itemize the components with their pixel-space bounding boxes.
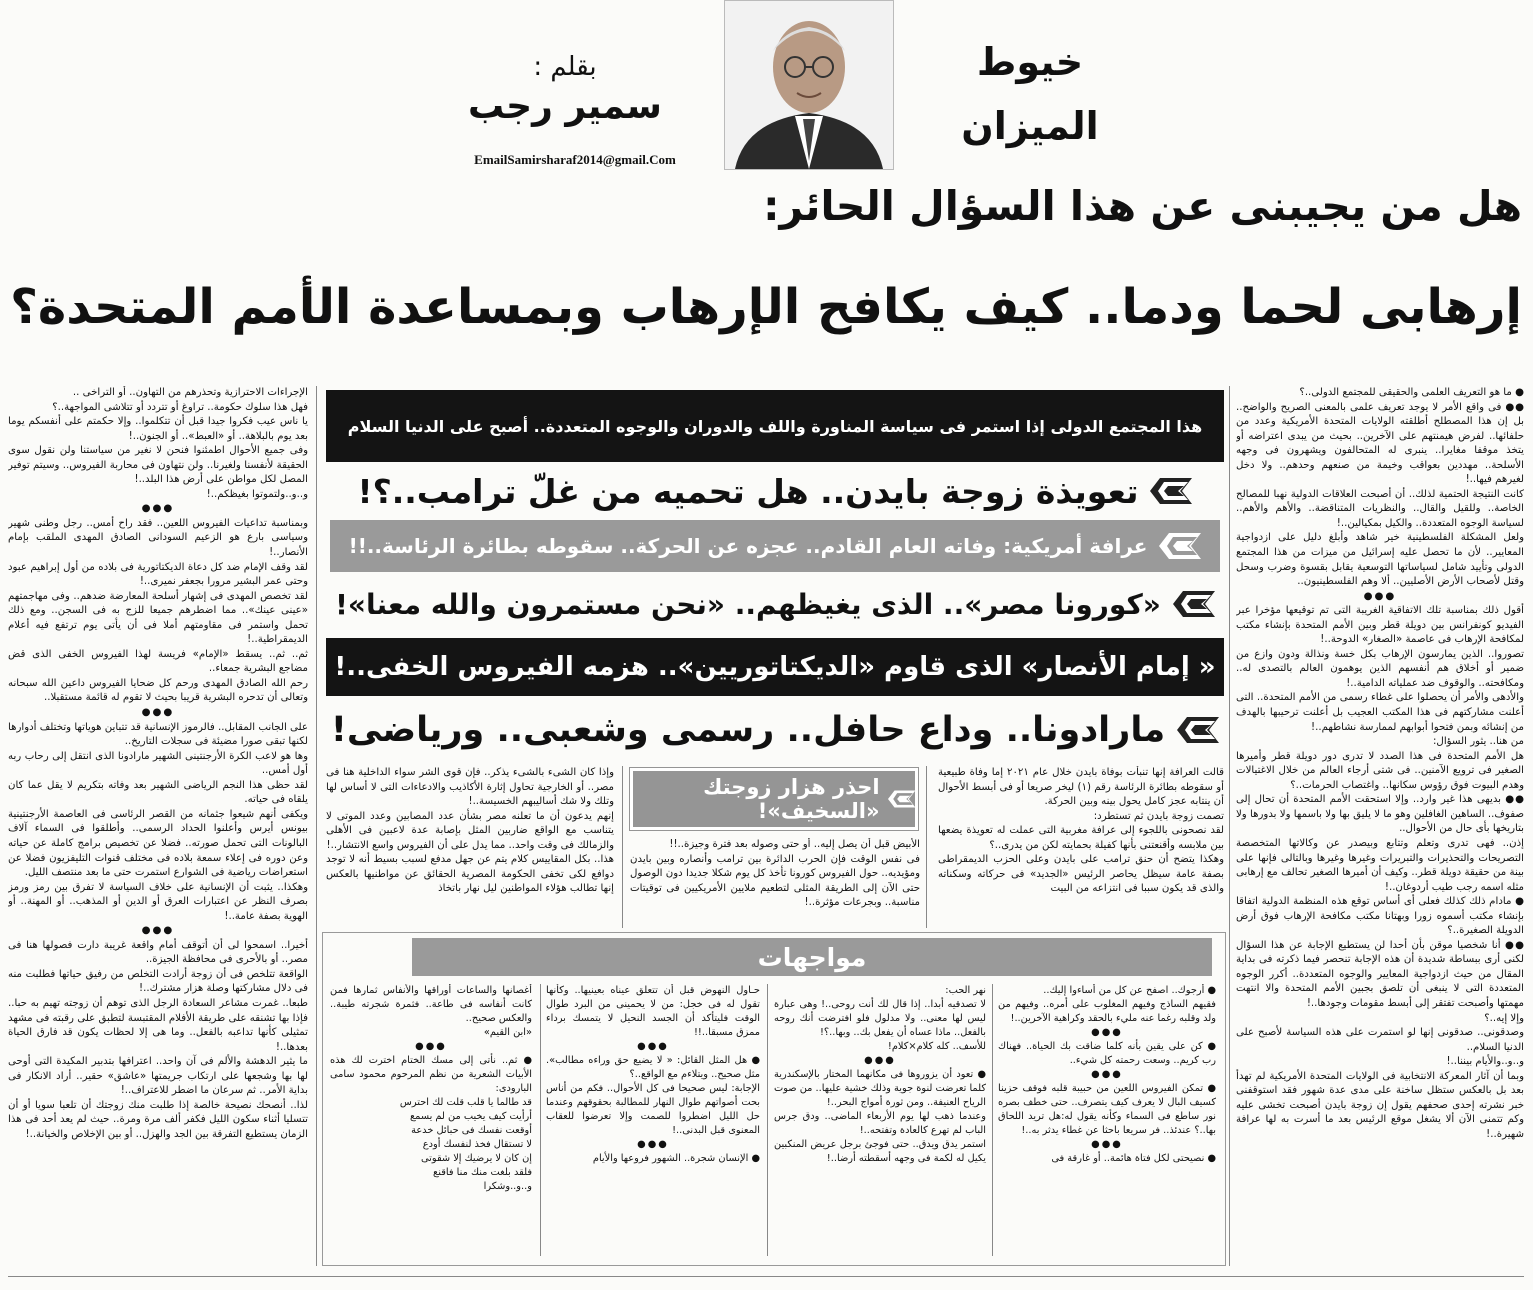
column-divider xyxy=(992,984,993,1256)
separator-dots: ●●● xyxy=(141,707,175,719)
headline-main: إرهابى لحما ودما.. كيف يكافح الإرهاب وبمساعدة الأمم المتحدة؟ xyxy=(10,279,1522,335)
subhead-3 xyxy=(326,578,1224,630)
paragraph: نهر الحب: xyxy=(945,985,986,996)
paragraph: و..و..وشكرا xyxy=(483,1181,532,1192)
paragraph: «ابن القيم» xyxy=(483,1027,532,1038)
paragraph: لا تصدقيه أبدا.. إذا قال لك أنت روحى..! وهى عبارة ليس لها معنى.. ولا مدلول فلو افترضت أنك روحه بالفعل.. ماذا عساه أن يفعل بك.. وبها..؟! xyxy=(774,999,986,1038)
paragraph: أوقعت نفسك فى حبائل خدعة xyxy=(411,1125,532,1136)
mowajahat-col-4 xyxy=(330,984,532,1260)
separator-dots: ●●● xyxy=(141,503,175,515)
separator-dots: ●●● xyxy=(1091,1139,1123,1150)
paragraph: ● ثم.. نأتى إلى مسك الختام اخترت لك هذه الأبيات الشعرية من نظم المرحوم محمود سامى البارودى: xyxy=(330,1055,532,1094)
subhead-4 xyxy=(326,638,1224,696)
subhead-banner xyxy=(326,390,1224,462)
paragraph: وبمناسبة تداعيات الفيروس اللعين.. فقد راح أمس.. رجل وطنى شهير وسياسى بارع هو الزعيم السودانى الصادق المهدى الملقب بإمام الأنصار..! xyxy=(8,517,308,559)
paragraph: الأبيض قبل أن يصل إليه.. أو حتى وصوله بعد فترة وجيزة..!! xyxy=(669,839,920,850)
column-mid-right xyxy=(938,766,1224,932)
paragraph: لقد نصحونى باللجوء إلى عرافة مغربية التى عملت له تعويذة يضعها بين ملابسه وأقنعتنى بأنها كفيلة بحمايته لكن من يدرى..؟ xyxy=(938,825,1224,851)
paragraph: الإجابة: ليس صحيحا فى كل الأحوال.. فكم من أناس بحت أصواتهم طوال النهار للمطالبة بحقوقهم وعندما حل الليل اضطروا للصمت وإلا تعرضوا للعقاب المعنوى قبل البدنى..! xyxy=(546,1083,760,1136)
mowajahat-col-3 xyxy=(546,984,760,1260)
column-divider xyxy=(540,984,541,1256)
mowajahat-col-1 xyxy=(998,984,1216,1260)
headline-kicker: هل من يجيبنى عن هذا السؤال الحائر: xyxy=(763,182,1522,230)
subhead-2-text: عرافة أمريكية: وفاته العام القادم.. عجزه عن الحركة.. سقوطه بطائرة الرئاسة..!! xyxy=(348,534,1148,558)
paragraph: ● أرجوك.. اصفح عن كل من أساءوا إليك.. xyxy=(1043,985,1216,996)
column-mid-center xyxy=(630,838,920,930)
paragraph: ولعل المشكلة الفلسطينية خير شاهد وأبلغ دليل على ازدواجية المعايير.. لأن ما تحصل عليه إسرائيل من ميزات من هذا المجتمع الدولى وتأييد شامل لسياساتها التوسعية يقابل بقسوة وضرب وسحل وقتل لأصحاب الأرض الأصليين.. ألا وهم الفلسطينيون.. xyxy=(1236,532,1524,588)
paragraph: ويكفى أنهم شيعوا جثمانه من القصر الرئاسى فى العاصمة الأرجنتينية بيونس أيرس وأعلنوا الحداد الرسمى.. وأطلقوا فى السماء آلاف البالونات التى تحمل صورته.. فضلا عن تخصيص برامج كاملة عن حياته وعن دوره فى إعلاء سمعة بلاده فى مختلف قنوات التليفزيون فضلا عن استعراضات رياضية فى الشوارع استمرت حتى ما بعد منتصف الليل. xyxy=(8,808,308,879)
author-photo xyxy=(724,0,894,170)
paragraph: و..و..والأيام بيننا..! xyxy=(1446,1056,1524,1068)
author-email: EmailSamirsharaf2014@gmail.Com xyxy=(474,152,676,167)
paragraph: لقد حظى هذا النجم الرياضى الشهير بعد وفاته بتكريم لا يقل عما كان يلقاه فى حياته. xyxy=(8,779,308,806)
paragraph: يا ناس عيب فكروا جيدا قبل أن تتكلموا.. وإلا حكمتم على أنفسكم يوما بعد يوم بالبلاهة.. أو «العبط».. أو الجنون..! xyxy=(8,416,308,442)
paragraph: أرأيت كيف يخيب من لم يسمع xyxy=(409,1111,532,1122)
subhead-5 xyxy=(326,702,1224,758)
paragraph: وها هو لاعب الكرة الأرجنتينى الشهير مارادونا الذى انتقل إلى رحاب ربه أول أمس.. xyxy=(8,750,308,777)
paragraph: وبما أن آثار المعركة الانتخابية فى الولايات المتحدة الأمريكية لم تهدأ بعد بل بالعكس ستظل ساخنة على مدى عدة شهور فقد استوقفنى خبر نشرته إحدى صحفهم يقول إن زوجة بايدن أصبحت تخشى عليه وكم تتمنى الآن ألا يشغل موقع الرئيس بعد ما أسرت به لها عرافة شهيرة..! xyxy=(1236,1070,1524,1140)
separator-dots: ●●● xyxy=(637,1041,669,1052)
paragraph: من هنا.. يثور السؤال: xyxy=(1433,736,1524,748)
paragraph: الواقعة تتلخص فى أن زوجة أرادت التخلص من رفيق حياتها فطلبت منه فى دلال مشاركتها وصلة هزار مشترك..! xyxy=(8,968,308,995)
paragraph: ● نصيحتى لكل فتاة هائمة.. أو غارقة فى xyxy=(1051,1153,1216,1164)
paragraph: ●● فى واقع الأمر لا يوجد تعريف علمى بالمعنى الصريح والواضح.. بل إن هذا المصطلح أطلقته الولايات المتحدة الأمريكية وعدد من حلفائها.. لفرض هيمنتهم على الآخرين.. بحيث من يبدى اعتراضه أو يتخذ موقفا مغايرا.. ينبرى له المتحالفون ويشهرون فى وجهه الأسلحة.. مهددين بعواقب وخيمة من صنعهم وحدهم.. ولا دخل لغيرهم فيها..! xyxy=(1236,401,1524,486)
chevron-icon xyxy=(1150,476,1192,506)
separator-dots: ●●● xyxy=(637,1139,669,1150)
paragraph: حـاول النهوض قبل أن تتعلق عيناه بعينيها.. وكأنها تقول له فى خجل: من لا يحمينى من البرد طوال الوقت فليتأكد أن الجسد النحيل لا يتمسك برداء ممزق مسبقا..!! xyxy=(546,985,760,1038)
column-divider xyxy=(622,766,623,928)
section-heading-text: مواجهات xyxy=(757,942,867,972)
paragraph: فهل هذا سلوك حكومة.. تراوغ أو تتردد أو تتلاشى المواجهة..؟ xyxy=(52,401,308,413)
separator-dots: ●●● xyxy=(1363,590,1397,602)
paragraph: أخيرا.. اسمحوا لى أن أتوقف أمام واقعة غريبة دارت فصولها هنا فى مصر.. أو بالأحرى فى محافظة الجيزة.. xyxy=(8,939,308,966)
paragraph: وهكذا يتضح أن حنق ترامب على بايدن وعلى الحزب الديمقراطى بصفة عامة سيظل يحاصر الرئيس «الجديد» فى حركاته وسكناته والذى قد يكون سببا فى انتزاعه من البيت xyxy=(938,854,1224,895)
column-divider xyxy=(316,386,317,1266)
paragraph: أغصانها والساعات أوراقها والأنفاس ثمارها فمن كانت أنفاسه فى طاعة.. فثمرة شجرته طيبة.. والعكس صحيح.. xyxy=(330,985,532,1024)
chevron-icon xyxy=(1177,715,1219,745)
paragraph: ● هل المثل القائل: « لا يضيع حق وراءه مطالب». مثل صحيح.. ويتلاءم مع الواقع..؟ xyxy=(546,1055,760,1080)
subhead-5-text: مارادونا.. وداع حافل.. رسمى وشعبى.. ورياضى! xyxy=(330,710,1166,750)
chevron-icon xyxy=(888,786,915,812)
paragraph: لقد تخصص المهدى فى إشهار أسلحة المعارضة ضدهم.. وفى مهاجمتهم «عينى عينك».. مما اضطرهم جميعا للزج به فى السجن.. ومع ذلك تحمل واستمر فى مقاومتهم أملا فى أن يأتى يوم ترتفع فيه أعلام الديمقراطية..! xyxy=(8,590,308,646)
paragraph: ● ما هو التعريف العلمى والحقيقى للمجتمع الدولى..؟ xyxy=(1299,387,1524,398)
paragraph: كانت النتيجة الحتمية لذلك.. أن أصبحت العلاقات الدولية نهبا للمصالح الخاصة.. وللقيل والقال.. والنظريات المتناقضة.. والأهم والأهم.. لسياسة الوجوه المتعددة.. والكيل بمكيالين..! xyxy=(1236,488,1524,529)
paragraph: و..و..ولتموتوا بغيظكم..! xyxy=(206,488,308,500)
separator-dots: ●●● xyxy=(864,1055,896,1066)
paragraph: ثم.. ثم.. يسقط «الإمام» فريسة لهذا الفيروس الخفى الذى قض مضاجع البشرية جمعاء.. xyxy=(8,648,308,675)
paragraph: ما يثير الدهشة والألم فى آن واحد.. اعترافها بتدبير المكيدة التى أوحى لها بها وشجعها على ارتكاب جريمتها «عاشق» حقير.. أراد الانكار فى بداية الأمر.. ثم سرعان ما اضطر للاعتراف..! xyxy=(8,1056,308,1097)
byline-label: بقلم : xyxy=(533,52,597,82)
paragraph: طبعا.. غمرت مشاعر السعادة الرجل الذى توهم أن زوجته تهيم به حبا.. فإذا بها تشنقه على طريقة الأفلام المقتبسة لتطبق على رقبته فى مشهد تمثيلى كأنها تداعبه بالفعل.. وما هى إلا لحظات يكون قد فارق الحياة بعدها..! xyxy=(8,997,308,1053)
paragraph: لذا.. أنصحك نصيحة خالصة إذا طلبت منك زوجتك أن تلعبا سويا أو أن تتسليا أثناء سكون الليل فكفر ألف مرة ومرة.. حيث لم يعد أحد فى هذا الزمان يستطيع التفرقة بين الجد والهزل.. أو بين الإخلاص والخيانة..! xyxy=(8,1099,308,1140)
paragraph: على الجانب المقابل.. فالرموز الإنسانية قد تتباين هوياتها وتختلف أدوارها لكنها تبقى صورا مضيئة فى سجلات التاريخ.. xyxy=(8,721,308,748)
separator-dots: ●●● xyxy=(415,1041,447,1052)
paragraph: تصمت زوجة بايدن ثم تستطرد: xyxy=(1093,810,1224,822)
separator-dots: ●●● xyxy=(1091,1027,1123,1038)
column-divider xyxy=(926,766,927,928)
subhead-1 xyxy=(326,466,1224,516)
section-heading xyxy=(412,938,1212,976)
paragraph: استمر يدق ويدق.. حتى فوجئ برجل عريض المنكبين يكيل له لكمة فى وجهه أسقطته أرضا..! xyxy=(774,1139,986,1164)
subhead-3-text: «كورونا مصر».. الذى يغيظهم.. «نحن مستمرون والله معنا»! xyxy=(335,587,1161,621)
paragraph: هذا.. بكل المقاييس كلام يتم عن جهل مدفع لسبب بسيط أنه لا توجد دوافع لكى تخفى الحكومة المصرية الحقائق عن مواطنيها بالعكس إنها تطالب هؤلاء المواطنين ليل نهار باتخاذ xyxy=(326,854,614,895)
paragraph: الإجراءات الاحترازية وتحذرهم من التهاون.. أو التراخى .. xyxy=(72,387,308,398)
subhead-4-text: « إمام الأنصار» الذى قاوم «الديكتاتوريين».. هزمه الفيروس الخفى..! xyxy=(334,652,1216,682)
paragraph: ● تمكن الفيروس اللعين من حبيبة قلبه فوقف حزينا كسيف البال لا يعرف كيف يتصرف.. حتى خطف بصره نور ساطع فى السماء وكأنه يقول له:هل تريد اللحاق بها..؟ عندئذ.. فر سريعا باحثا عن غطاء يدثر به..! xyxy=(998,1083,1216,1136)
mowajahat-col-2 xyxy=(774,984,986,1260)
paragraph: فى نفس الوقت فإن الحرب الدائرة بين ترامب وأنصاره وبين بايدن ومؤيديه.. حول الفيروس كورونا تأخذ كل يوم شكلا جديدا دون الوصول حتى الآن إلى الطريقة المثلى لتطعيم ملايين الأمريكيين فى توقيتات مناسبة.. وبجرعات مؤثرة..! xyxy=(630,853,920,909)
paragraph: إنهم يدعون أن ما تعلنه مصر بشأن عدد المصابين وعدد الموتى لا يتناسب مع الواقع ضاربين المثل بإصابة عدة لاعبين فى الأهلى والزمالك فى وقت واحد.. مما يدل على أن الفيروس واسع الانتشار..! xyxy=(326,810,614,851)
paragraph: وعندما ذهب لها يوم الأربعاء الماضى.. ودق جرس الباب لم تهرع كالعادة وتفتحه..! xyxy=(774,1111,986,1136)
paragraph: ● تعود أن يزوروها فى مكانهما المختار بالإسكندرية كلما تعرضت لنوة جوية وذلك خشية عليها.. من صوت الرياح العنيفة.. ومن ثورة أمواج البحر..! xyxy=(774,1069,986,1108)
separator-dots: ●●● xyxy=(141,925,175,937)
paragraph: إن كان لا يرضيك إلا شقوتى xyxy=(420,1153,532,1164)
subhead-2 xyxy=(330,520,1220,572)
paragraph: ● مادام ذلك كذلك فعلى أى أساس توقع هذه المنظمة الدولية اتفاقا بإنشاء مكتب أسموه زورا وبهتانا مكتب مكافحة الإرهاب فوق أرض الدويلة الصغيرة..؟ xyxy=(1236,896,1524,937)
paragraph: ●● بديهى هذا غير وارد.. وإلا استحقت الأمم المتحدة أن تحال إلى صفوف.. الساهين الغافلين وهو ما لا يليق بها ولا باسمها ولا بدورها ولا بتاريخها بأى حال من الأحوال.. xyxy=(1236,794,1524,835)
paragraph: للأسف.. كله كلام×كلام! xyxy=(887,1041,986,1052)
paragraph: ● كن على يقين بأنه كلما ضاقت بك الحياة.. فهناك رب كريم.. وسعت رحمته كل شيء.. xyxy=(998,1041,1216,1066)
chevron-icon xyxy=(1159,531,1201,561)
author-portrait-icon xyxy=(725,1,893,169)
author-name: سمير رجب xyxy=(468,86,662,127)
column-divider xyxy=(767,984,768,1256)
paragraph: والأدهى والأمر أن يحصلوا على غطاء رسمى من الأمم المتحدة.. التى أعلنت مشاركتهم فى هذا المكتب العجيب بل أعلنت ترحيبها بالهدف من إنشائه وبمن فتحوا أبوابهم لممارسة نشاطهم..! xyxy=(1236,692,1524,733)
column-right xyxy=(1236,386,1524,1270)
subhead-banner-text: هذا المجتمع الدولى إذا استمر فى سياسة المناورة واللف والدوران والوجوه المتعددة.. أصبح على الدنيا السلام xyxy=(347,416,1203,436)
column-mid-left xyxy=(326,766,614,932)
box-heading-text: احذر هزار زوجتك «السخيف»! xyxy=(703,775,880,823)
paragraph: ●● أنا شخصيا موقن بأن أحدا لن يستطيع الإجابة عن هذا السؤال لكنى أرى ببساطة شديدة أن هذه الإجابة تنحصر فيما ذكرته فى بداية المقال من حيث ازدواجية المعايير والوجوه المتعددة.. أكرر الوجوه المتعددة التى لا ينبغى أن تلصق بجبين الأمم المتحدة والا انتهت مهمتها وأصبحت تفتقر إلى أبسط مقومات وجودها..! xyxy=(1236,939,1524,1009)
subhead-1-text: تعويذة زوجة بايدن.. هل تحميه من غلّ ترامب..؟! xyxy=(357,471,1139,511)
column-name-line1: خيوط xyxy=(976,40,1084,84)
column-divider xyxy=(1229,386,1230,1266)
paragraph: إذن.. فهى تدرى وتعلم وتتابع وبيصدر عن وكالاتها المتخصصة التصريحات والتحذيرات والتبريرات وغيرها وغيرها وبالتالى فإنها على بينة من حقيقة دويلة قطر.. وكيف أن أميرها الصغير تحالف مع إرهابى مثله اسمه رجب طيب أردوغان..! xyxy=(1236,837,1524,893)
separator-dots: ●●● xyxy=(1091,1069,1123,1080)
bottom-rule xyxy=(8,1276,1524,1277)
paragraph: قالت العرافة إنها تنبأت بوفاة بايدن خلال عام ٢٠٢١ إما وفاة طبيعية أو سقوطه بطائرة الرئاسة رقم (١) ليخر صريعا أو فى أبسط الأحوال أن ينتابه عجز كامل يحول بينه وبين الحركة. xyxy=(938,767,1224,808)
paragraph: لا تستقال فخذ لنفسك أودع xyxy=(422,1139,532,1150)
column-name xyxy=(930,30,1130,158)
paragraph: ● الإنسان شجرة.. الشهور فروعها والأيام xyxy=(592,1153,760,1164)
paragraph: فلقد بلغت منك منا فاقنع xyxy=(433,1167,532,1178)
paragraph: لقد وقف الإمام ضد كل دعاة الديكتاتورية فى بلاده من أول إبراهيم عبود وحتى عمر البشير مرورا بجعفر نميرى..! xyxy=(8,561,308,588)
paragraph: تصوروا.. الذين يمارسون الإرهاب بكل خسة ونذالة ودون وازع من ضمير أو أخلاق هم أنفسهم الذين يوهمون العالم بالتصدى له.. ومكافحته.. والوقوف ضد عملياته الدامية..! xyxy=(1236,648,1524,689)
paragraph: رحم الله الصادق المهدى ورحم كل ضحايا الفيروس داعين الله سبحانه وتعالى أن تدحره البشرية قريبا بحيث لا تقوم له قائمة مستقبلا.. xyxy=(8,677,308,704)
box-heading xyxy=(630,768,918,830)
paragraph: هل الأمم المتحدة فى هذا الصدد لا تدرى دور دويلة قطر وأميرها الصغير فى ترويع الآمنين.. فى شتى أرجاء العالم من خلال الاغتيالات وهدم البيوت فوق رؤوس سكانها.. واغتصاب الحرمات..؟ xyxy=(1236,750,1524,791)
chevron-icon xyxy=(1173,589,1215,619)
column-left xyxy=(8,386,308,1270)
paragraph: أقول ذلك بمناسبة تلك الاتفاقية الغريبة التى تم توقيعها مؤخرا عبر الفيديو كونفرانس بين دويلة قطر وبين الأمم المتحدة بإنشاء مكتب لمكافحة الإرهاب فى عاصمة «الصغار» الدوحة..! xyxy=(1236,605,1524,646)
paragraph: وهكذا.. يثبت أن الإنسانية على خلاف السياسة لا تفرق بين رمز ورمز بصرف النظر عن اعتبارات العرق أو الدين أو المذهب.. أو المهنة.. أو الهوية بصفة عامة..! xyxy=(8,881,308,922)
paragraph: فقيهم الساذج وفيهم المغلوب على أمره.. وفيهم من ولد وقلبه رغما عنه مليء بالحقد وكراهية الآخرين..! xyxy=(998,999,1216,1024)
paragraph: وفى جميع الأحوال اطمئنوا فنحن لا نغير من سياستنا ولن نقول سوى الحقيقة لأنفسنا ولغيرنا.. ولن نتهاون فى محاربة الفيروس.. وسيتم توفير المصل لكل مواطن على أرض هذا البلد..! xyxy=(8,445,308,486)
column-name-line2: الميزان xyxy=(961,104,1099,148)
paragraph: وصدقونى.. صدقونى إنها لو استمرت على هذه السياسة لأصبح على الدنيا السلام.. xyxy=(1236,1027,1524,1053)
paragraph: قد طالما يا قلب قلت لك احترس xyxy=(399,1097,532,1108)
paragraph: وإذا كان الشىء بالشىء يذكر.. فإن قوى الشر سواء الداخلية هنا فى مصر.. أو الخارجية تحاول إثارة الأكاذيب والادعاءات التى لا أساس لها وتلك ولا شك أساليبهم الخسيسة..! xyxy=(326,767,614,808)
paragraph: وإلا إيه..؟ xyxy=(1484,1012,1524,1024)
